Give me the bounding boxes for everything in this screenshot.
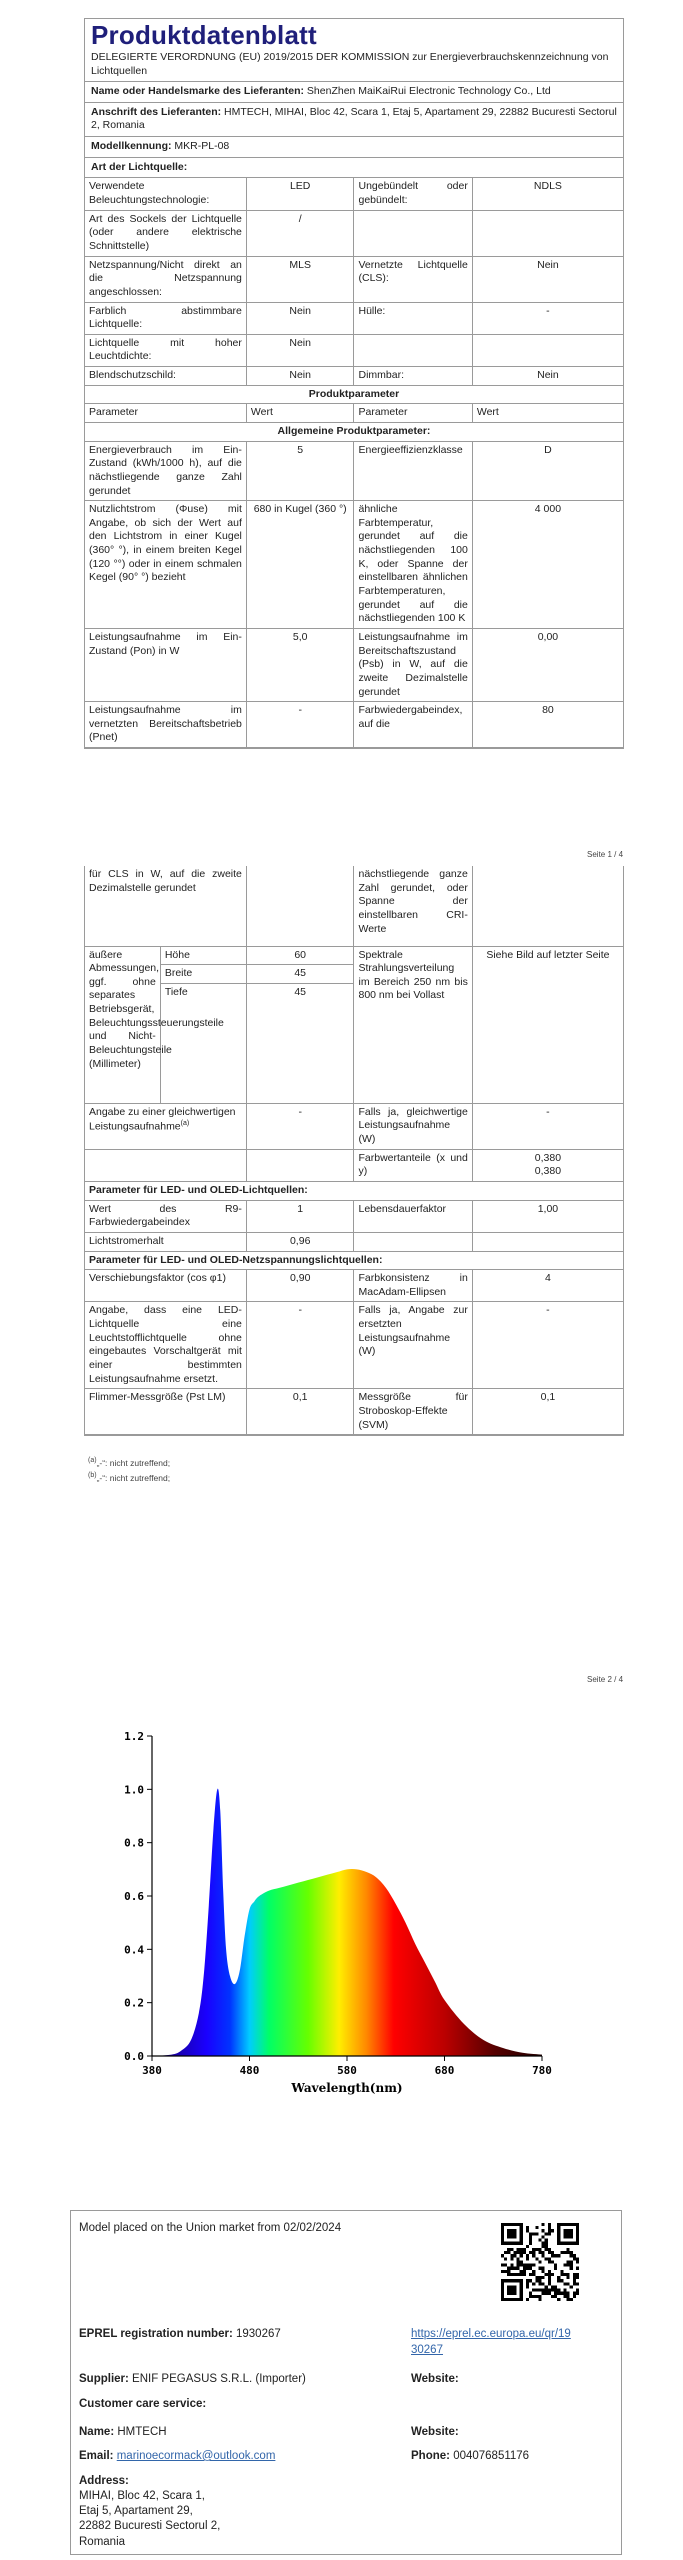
- eprel-reg-row: [79, 2327, 281, 2342]
- page-number-1: Seite 1 / 4: [587, 850, 624, 859]
- equiv-power-value: -: [246, 1103, 354, 1149]
- general-param-label: Leistungsaufnahme im Ein-Zustand (Pon) in W: [85, 628, 246, 701]
- equiv-power-label: Angabe zu einer gleichwertigen Leistungsaufnahme$^{(a)}$: [85, 1103, 246, 1149]
- general-param-label-2: ähnliche Farbtemperatur, gerundet auf die nächstliegenden 100 K, oder Spanne der einstellbaren ähnlichen Farbtemperaturen, gerundet auf die nächstliegenden 100 K: [354, 501, 472, 629]
- spectral-value: Siehe Bild auf letzter Seite: [472, 946, 623, 1103]
- type-param-value: Nein: [246, 302, 354, 334]
- general-param-row: [85, 501, 623, 629]
- type-param-value-2: NDLS: [472, 178, 623, 210]
- mls-param-row-label: Flimmer-Messgröße (Pst LM): [85, 1389, 246, 1435]
- care-phone-value: 004076851176: [453, 2450, 530, 2462]
- type-param-value-2: [472, 334, 623, 366]
- mls-param-row-label-2: Farbkonsistenz in MacAdam-Ellipsen: [354, 1270, 472, 1302]
- care-email-link[interactable]: marinoecormack@outlook.com: [116, 2450, 276, 2462]
- empty-cell: [246, 1149, 354, 1181]
- type-param-label-2: Hülle:: [354, 302, 472, 334]
- networked-standby-value: -: [246, 702, 354, 748]
- mls-param-row-value: -: [246, 1302, 354, 1389]
- care-address-label: Address:: [79, 2475, 129, 2487]
- type-param-value: Nein: [246, 334, 354, 366]
- type-param-label: Lichtquelle mit hoher Leuchtdichte:: [85, 334, 246, 366]
- supplier-address-label: Anschrift des Lieferanten:: [91, 105, 222, 118]
- y-tick-label: 0.6: [124, 1890, 144, 1903]
- supplier-name: ShenZhen MaiKaiRui Electronic Technology Co., Ltd: [306, 85, 551, 98]
- y-tick-label: 0.0: [124, 2050, 144, 2063]
- led-param-row: [85, 1232, 623, 1251]
- type-row: [85, 367, 623, 386]
- mls-param-row-value-2: 4: [472, 1270, 623, 1302]
- market-date: Model placed on the Union market from 02/02/2024: [79, 2222, 342, 2234]
- networked-standby-label: Leistungsaufnahme im vernetzten Bereitschaftsbetrieb (Pnet): [85, 702, 246, 748]
- col-header-value-2: Wert: [472, 404, 623, 423]
- address-line: Etaj 5, Apartament 29,: [79, 2505, 193, 2518]
- cri-label-start: Farbwiedergabeindex, auf die: [354, 702, 472, 748]
- general-param-value: 5: [246, 441, 354, 501]
- address-line: Romania: [79, 2535, 126, 2548]
- col-header-param-2: Parameter: [354, 404, 472, 423]
- led-param-row-value-2: 1,00: [472, 1200, 623, 1232]
- general-param-row: [85, 441, 623, 501]
- datasheet-frame: [84, 18, 624, 749]
- spectrum-chart: [100, 1700, 560, 2100]
- customer-care-label: Customer care service:: [79, 2398, 207, 2410]
- mls-param-row-value-2: -: [472, 1302, 623, 1389]
- y-tick-label: 0.4: [124, 1943, 144, 1957]
- chromaticity-value: 0,380 0,380: [472, 1149, 623, 1181]
- mls-param-row: [85, 1270, 623, 1302]
- eprel-info-box: [70, 2210, 622, 2555]
- empty-cell: [472, 866, 623, 946]
- led-param-row: [85, 1200, 623, 1232]
- type-row: [85, 302, 623, 334]
- y-tick-label: 0.2: [124, 1996, 144, 2010]
- light-source-type-header: Art der Lichtquelle:: [85, 157, 623, 178]
- cri-label-cont: nächstliegende ganze Zahl gerundet, oder Spanne der einstellbaren CRI-Werte: [354, 866, 472, 946]
- empty-cell: [85, 1149, 246, 1181]
- width-value: 45: [246, 965, 354, 984]
- led-params-header: Parameter für LED- und OLED-Lichtquellen:: [85, 1181, 623, 1200]
- type-param-value: Nein: [246, 367, 354, 386]
- x-tick-label: 780: [532, 2064, 552, 2077]
- care-phone-label: Phone:: [411, 2450, 450, 2462]
- networked-standby-label-cont: für CLS in W, auf die zweite Dezimalstelle gerundet: [85, 866, 246, 946]
- type-param-value-2: Nein: [472, 256, 623, 302]
- width-label: Breite: [160, 965, 246, 984]
- care-address-lines: [79, 2489, 220, 2550]
- col-header-param-1: Parameter: [85, 404, 246, 423]
- product-parameters-table: [85, 386, 623, 748]
- page-title: Produktdatenblatt: [91, 20, 317, 50]
- general-param-value-2: D: [472, 441, 623, 501]
- mls-param-row: [85, 1389, 623, 1435]
- mls-param-row-label: Angabe, dass eine LED-Lichtquelle eine Leuchtstofflichtquelle ohne eingebautes Vorschaltgerät mit einer bestimmten Leistungsaufnahme ersetzt.: [85, 1302, 246, 1389]
- regulation-text: DELEGIERTE VERORDNUNG (EU) 2019/2015 DER KOMMISSION zur Energieverbrauchskennzeichnung von Lichtquellen: [91, 50, 609, 77]
- mls-param-row-value-2: 0,1: [472, 1389, 623, 1435]
- type-row: [85, 178, 623, 210]
- type-param-value: LED: [246, 178, 354, 210]
- type-param-label-2: [354, 210, 472, 256]
- spectrum-chart-svg: [100, 1700, 560, 2100]
- general-param-value: 680 in Kugel (360 °): [246, 501, 354, 629]
- spectrum-series: [152, 1789, 542, 2056]
- dimensions-label: äußere Abmessungen, ggf. ohne separates Betriebsgerät, Beleuchtungssteuerungsteile und Nicht-Beleuchtungsteile (Millimeter): [85, 946, 160, 1103]
- qr-code-icon[interactable]: [501, 2223, 579, 2301]
- led-param-row-label: Wert des R9-Farbwiedergabeindex: [85, 1200, 246, 1232]
- mls-param-row: [85, 1302, 623, 1389]
- type-param-value: MLS: [246, 256, 354, 302]
- type-param-label-2: [354, 334, 472, 366]
- datasheet-page-1: [84, 18, 624, 749]
- height-value: 60: [246, 946, 354, 965]
- general-param-value-2: 0,00: [472, 628, 623, 701]
- type-param-label-2: Vernetzte Lichtquelle (CLS):: [354, 256, 472, 302]
- type-param-label: Verwendete Beleuchtungstechnologie:: [85, 178, 246, 210]
- type-param-label: Farblich abstimmbare Lichtquelle:: [85, 302, 246, 334]
- general-param-label: Energieverbrauch im Ein-Zustand (kWh/1000 h), auf die nächstliegende ganze Zahl gerundet: [85, 441, 246, 501]
- general-param-row: [85, 628, 623, 701]
- website-label: Website:: [411, 2373, 459, 2385]
- care-email-row: [79, 2449, 275, 2464]
- eprel-link[interactable]: https://eprel.ec.europa.eu/qr/19 30267: [411, 2328, 571, 2356]
- mls-param-row-label-2: Messgröße für Stroboskop-Effekte (SVM): [354, 1389, 472, 1435]
- model-row: [85, 136, 623, 157]
- type-row: [85, 334, 623, 366]
- general-param-value-2: 4 000: [472, 501, 623, 629]
- y-tick-label: 1.0: [124, 1783, 144, 1797]
- care-phone-row: [411, 2449, 529, 2464]
- page-number-2: Seite 2 / 4: [587, 1675, 624, 1684]
- supplier-address-row: [85, 102, 623, 136]
- mls-param-row-label-2: Falls ja, Angabe zur ersetzten Leistungsaufnahme (W): [354, 1302, 472, 1389]
- led-param-row-value: 1: [246, 1200, 354, 1232]
- cri-value: 80: [472, 702, 623, 748]
- chromaticity-label: Farbwertanteile (x und y): [354, 1149, 472, 1181]
- product-parameters-table-cont: [85, 866, 623, 1435]
- product-params-header: Produktparameter: [85, 386, 623, 404]
- mls-param-row-value: 0,1: [246, 1389, 354, 1435]
- type-param-value-2: Nein: [472, 367, 623, 386]
- supplier-name-label: Name oder Handelsmarke des Lieferanten:: [91, 85, 304, 98]
- x-tick-label: 380: [142, 2064, 162, 2077]
- supplier-label: Supplier:: [79, 2373, 129, 2385]
- x-tick-label: 480: [239, 2064, 260, 2077]
- care-name-value: HMTECH: [117, 2426, 167, 2438]
- address-line: MIHAI, Bloc 42, Scara 1,: [79, 2490, 205, 2502]
- type-param-value-2: [472, 210, 623, 256]
- general-params-header: Allgemeine Produktparameter:: [85, 422, 623, 441]
- address-line: 22882 Bucuresti Sectorul 2,: [79, 2520, 221, 2533]
- model-id: MKR-PL-08: [174, 140, 230, 153]
- datasheet-page-2: [84, 866, 624, 1436]
- height-label: Höhe: [160, 946, 246, 965]
- supplier-value: ENIF PEGASUS S.R.L. (Importer): [132, 2373, 306, 2385]
- x-tick-label: 580: [337, 2064, 357, 2077]
- led-param-row-label: Lichtstromerhalt: [85, 1232, 246, 1251]
- led-param-row-label-2: [354, 1232, 472, 1251]
- datasheet-frame-2: [84, 866, 624, 1436]
- care-name-label: Name:: [79, 2426, 115, 2438]
- equiv-power-w-value: -: [472, 1103, 623, 1149]
- footnotes: [88, 1455, 170, 1486]
- type-param-label-2: Ungebündelt oder gebündelt:: [354, 178, 472, 210]
- type-param-label-2: Dimmbar:: [354, 367, 472, 386]
- empty-cell: [246, 866, 354, 946]
- model-label: Modellkennung:: [91, 140, 172, 153]
- general-param-label-2: Energieeffizienzklasse: [354, 441, 472, 501]
- led-param-row-value: 0,96: [246, 1232, 354, 1251]
- general-param-label-2: Leistungsaufnahme im Bereitschaftszustand (Psb) in W, auf die zweite Dezimalstelle gerundet: [354, 628, 472, 701]
- led-param-row-label-2: Lebensdauerfaktor: [354, 1200, 472, 1232]
- eprel-reg-label: EPREL registration number:: [79, 2328, 233, 2340]
- type-row: [85, 256, 623, 302]
- general-param-value: 5,0: [246, 628, 354, 701]
- care-name-row: [79, 2425, 167, 2440]
- mls-param-row-label: Verschiebungsfaktor (cos φ1): [85, 1270, 246, 1302]
- y-tick-label: 0.8: [124, 1836, 144, 1850]
- depth-label: Tiefe: [160, 983, 246, 1103]
- footnote-b: $^{(b)}$„-“: nicht zutreffend;: [88, 1472, 171, 1484]
- type-param-value-2: -: [472, 302, 623, 334]
- care-email-label: Email:: [79, 2450, 114, 2462]
- mls-params-header: Parameter für LED- und OLED-Netzspannungslichtquellen:: [85, 1251, 623, 1270]
- spectral-label: Spektrale Strahlungsverteilung im Bereich 250 nm bis 800 nm bei Vollast: [354, 946, 472, 1103]
- type-param-label: Blendschutzschild:: [85, 367, 246, 386]
- equiv-power-w-label: Falls ja, gleichwertige Leistungsaufnahme (W): [354, 1103, 472, 1149]
- care-website-label: Website:: [411, 2426, 459, 2438]
- type-row: [85, 210, 623, 256]
- general-param-label: Nutzlichtstrom (Φuse) mit Angabe, ob sich der Wert auf den Lichtstrom in einer Kugel (360° °), in einem breiten Kegel (120 °°) oder in einem schmalen Kegel (90° °) bezieht: [85, 501, 246, 629]
- x-tick-label: 680: [434, 2064, 455, 2077]
- led-param-row-value-2: [472, 1232, 623, 1251]
- supplier-name-row: [85, 81, 623, 102]
- eprel-reg-number: 1930267: [236, 2328, 281, 2340]
- footnote-a: $^{(a)}$„-“: nicht zutreffend;: [88, 1457, 171, 1468]
- x-axis-label: Wavelength(nm): [291, 2081, 403, 2095]
- mls-param-row-value: 0,90: [246, 1270, 354, 1302]
- col-header-value-1: Wert: [246, 404, 354, 423]
- supplier-row: [79, 2372, 306, 2387]
- type-param-value: /: [246, 210, 354, 256]
- type-param-label: Art des Sockels der Lichtquelle (oder andere elektrische Schnittstelle): [85, 210, 246, 256]
- type-param-label: Netzspannung/Nicht direkt an die Netzspannung angeschlossen:: [85, 256, 246, 302]
- depth-value: 45: [246, 983, 354, 1103]
- supplier-address: HMTECH, MIHAI, Bloc 42, Scara 1, Etaj 5, Apartament 29, 22882 Bucuresti Sectorul 2, Romania: [91, 105, 617, 132]
- light-source-type-table: [85, 177, 623, 385]
- y-tick-label: 1.2: [124, 1730, 144, 1743]
